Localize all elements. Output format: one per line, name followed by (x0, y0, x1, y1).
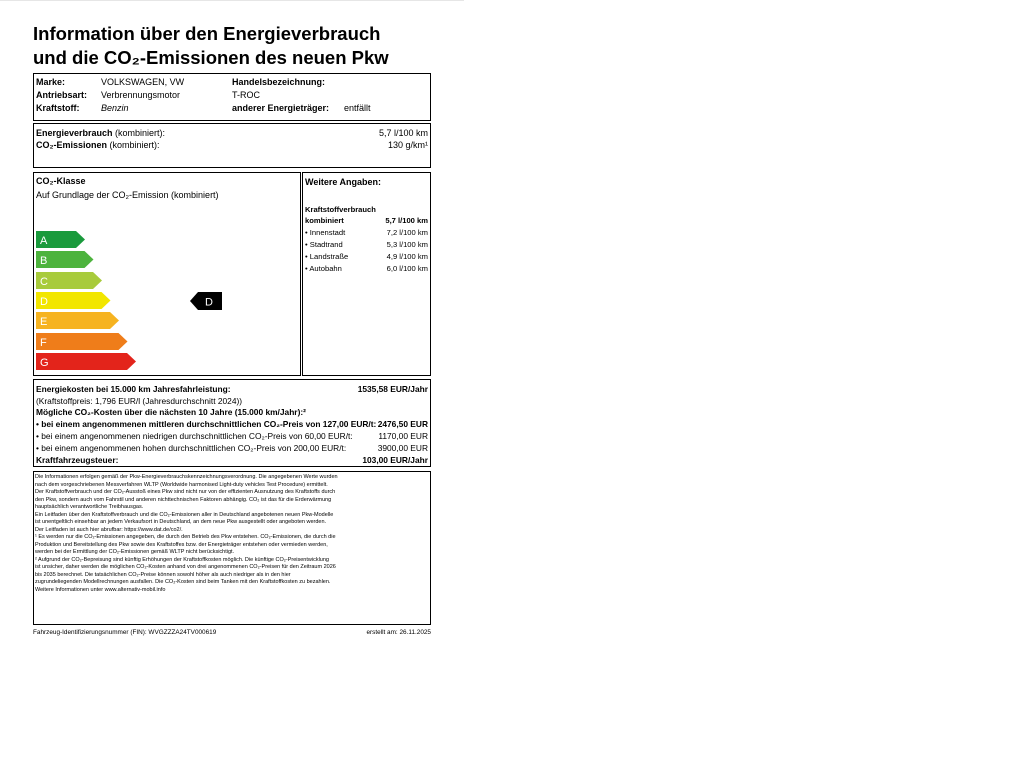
co2-class-bar-g (36, 353, 137, 370)
consumption-row-label: • Innenstadt (305, 228, 346, 237)
consumption-row-label: • Stadtrand (305, 240, 343, 249)
disclaimer-line: werden bei der Ermittlung der CO₂-Emissionen gemäß WLTP nicht berücksichtigt. (35, 549, 235, 555)
disclaimer-line: Der Kraftstoffverbrauch und der CO₂-Ausstoß eines Pkw sind nicht nur von der effizienten Ausnutzung des Kraftstoffs durch (35, 489, 336, 495)
disclaimer-line: Ein Leitfaden über den Kraftstoffverbrauch und die CO₂-Emissionen aller in Deutschland angebotenen neuen Pkw-Modelle (35, 511, 334, 518)
vehicle-tax-value: 103,00 EUR/Jahr (362, 455, 428, 465)
co2-costs-heading: Mögliche CO₂-Kosten über die nächsten 10 Jahre (15.000 km/Jahr):² (36, 407, 306, 417)
vehicle-tax-label: Kraftfahrzeugsteuer: (36, 455, 119, 465)
co2-class-bar-d (36, 292, 112, 309)
co2-class-subheading: Auf Grundlage der CO₂-Emission (kombiniert) (36, 190, 219, 200)
co2-class-letter-e: E (40, 316, 48, 329)
disclaimer-line: bis 2035 berechnet. Die tatsächlichen CO₂-Preise können sowohl höher als auch niedriger als in den hier (35, 571, 291, 578)
co2-class-letter-f: F (40, 336, 47, 349)
title-line-1: Information über den Energieverbrauch (33, 23, 381, 44)
co2-class-bar-c (36, 272, 103, 289)
co2-class-heading: CO₂-Klasse (36, 176, 86, 186)
make-label: Marke: (36, 77, 66, 87)
page-title (33, 22, 389, 70)
created-date: erstellt am: 26.11.2025 (366, 629, 431, 636)
disclaimer-line: Weitere Informationen unter www.alternativ-mobil.info (35, 586, 166, 593)
further-info-box (302, 172, 431, 376)
vehicle-box (33, 73, 431, 121)
co2-class-letter-g: G (40, 356, 49, 369)
co2-class-box (33, 172, 301, 376)
co2-class-bar-a (36, 231, 86, 248)
drive-label: Antriebsart: (36, 90, 88, 100)
disclaimer-line: ² Aufgrund der CO₂-Bepreisung sind künftig Erhöhungen der Kraftstoffkosten möglich. Die künftige CO₂-Preisentwicklung (35, 556, 329, 563)
fuel-price-note: (Kraftstoffpreis: 1,796 EUR/l (Jahresdurchschnitt 2024)) (36, 396, 243, 406)
other-energy-value: entfällt (344, 103, 371, 113)
co2-class-bar-e (36, 312, 120, 329)
trade-value: T-ROC (232, 90, 260, 100)
disclaimer-line: Der Leitfaden ist auch hier abrufbar: https://www.dat.de/co2/. (35, 526, 183, 533)
co2-class-letter-c: C (40, 275, 48, 288)
consumption-row-label: • Landstraße (305, 252, 349, 261)
disclaimer-line: Produktion und Bereitstellung des Pkw sowie des Kraftstoffes bzw. der Energieträger entstehen oder vermieden werden, (35, 541, 328, 548)
co2-class-bar-b (36, 251, 95, 268)
disclaimer-line: ist unentgeltlich einsehbar an jedem Verkaufsort in Deutschland, an dem neue Pkw ausgestellt oder angeboten werden. (35, 519, 327, 525)
disclaimer-text (35, 474, 429, 594)
consumption-row-label: • Autobahn (305, 264, 342, 273)
disclaimer-line: Die Informationen erfolgen gemäß der Pkw-Energieverbrauchskennzeichnungsverordnung. Die angegebenen Werte wurden (35, 474, 338, 480)
co2-mid-value: 2476,50 EUR (377, 419, 428, 429)
make-value: VOLKSWAGEN, VW (101, 77, 185, 87)
co2-high-label: • bei einem angenommenen hohen durchschnittlichen CO₂-Preis von 200,00 EUR/t: (36, 443, 347, 453)
fuel-value: Benzin (101, 103, 129, 113)
energy-consumption-value: 5,7 l/100 km (378, 128, 428, 138)
energy-costs-label: Energiekosten bei 15.000 km Jahresfahrleistung: (36, 384, 231, 394)
fuel-label: Kraftstoff: (36, 103, 80, 113)
energy-consumption-label: Energieverbrauch (kombiniert): (36, 128, 166, 138)
co2-emission-label: CO₂-Emissionen (kombiniert): (36, 140, 160, 150)
co2-class-letter-a: A (40, 235, 48, 247)
consumption-box (33, 123, 431, 168)
energy-costs-value: 1535,58 EUR/Jahr (357, 384, 428, 394)
consumption-row-value: 6,0 l/100 km (386, 264, 428, 273)
top-divider (0, 0, 464, 1)
consumption-row-value: 4,9 l/100 km (386, 252, 428, 261)
co2-class-bar-f (36, 333, 129, 350)
combined-label: kombiniert (305, 216, 344, 225)
co2-class-letter-b: B (40, 255, 48, 268)
co2-low-label: • bei einem angenommenen niedrigen durchschnittlichen CO₂-Preis von 60,00 EUR/t: (36, 431, 353, 441)
fuel-consumption-label: Kraftstoffverbrauch (305, 205, 376, 214)
drive-value: Verbrennungsmotor (101, 90, 181, 100)
trade-label: Handelsbezeichnung: (232, 77, 326, 87)
other-energy-label: anderer Energieträger: (232, 103, 330, 113)
disclaimer-line: den Pkw, sondern auch vom Fahrstil und anderen nichttechnischen Faktoren abhängig. CO₂ ist das für die Erderwärmung (35, 496, 332, 503)
disclaimer-line: nach dem vorgeschriebenen Messverfahren WLTP (Worldwide harmonised Light-duty vehicles Test Procedure) ermittelt. (35, 481, 328, 488)
consumption-row-value: 7,2 l/100 km (386, 228, 428, 237)
co2-low-value: 1170,00 EUR (378, 431, 428, 441)
further-info-heading: Weitere Angaben: (305, 177, 382, 187)
co2-mid-label: • bei einem angenommenen mittleren durchschnittlichen CO₂-Preis von 127,00 EUR/t: (36, 419, 377, 429)
co2-class-letter-d: D (40, 295, 48, 308)
disclaimer-line: hauptsächlich verantwortliche Treibhausgas. (35, 504, 144, 510)
class-marker (190, 292, 222, 310)
disclaimer-line: ist unsicher, daher werden die möglichen CO₂-Kosten anhand von drei angenommenen CO₂-Preisen für den Zeitraum 2026 (35, 564, 336, 570)
fin-text: Fahrzeug-Identifizierungsnummer (FIN): WVGZZZA24TV000619 (33, 629, 217, 636)
co2-emission-value: 130 g/km¹ (387, 140, 428, 150)
title-line-2: und die CO₂-Emissionen des neuen Pkw (33, 47, 389, 68)
disclaimer-line: ¹ Es werden nur die CO₂-Emissionen angegeben, die durch den Betrieb des Pkw entstehen. CO₂-Emissionen, die durch die (35, 534, 336, 540)
co2-high-value: 3900,00 EUR (377, 443, 428, 453)
consumption-row-value: 5,3 l/100 km (386, 240, 428, 249)
combined-value: 5,7 l/100 km (385, 216, 428, 225)
disclaimer-line: zugrundeliegenden Modellrechnungen ausfallen. Die CO₂-Kosten sind beim Tanken mit den Kraftstoffkosten zu bezahlen. (35, 579, 331, 585)
class-marker-label: D (205, 296, 213, 309)
costs-box (33, 379, 431, 467)
